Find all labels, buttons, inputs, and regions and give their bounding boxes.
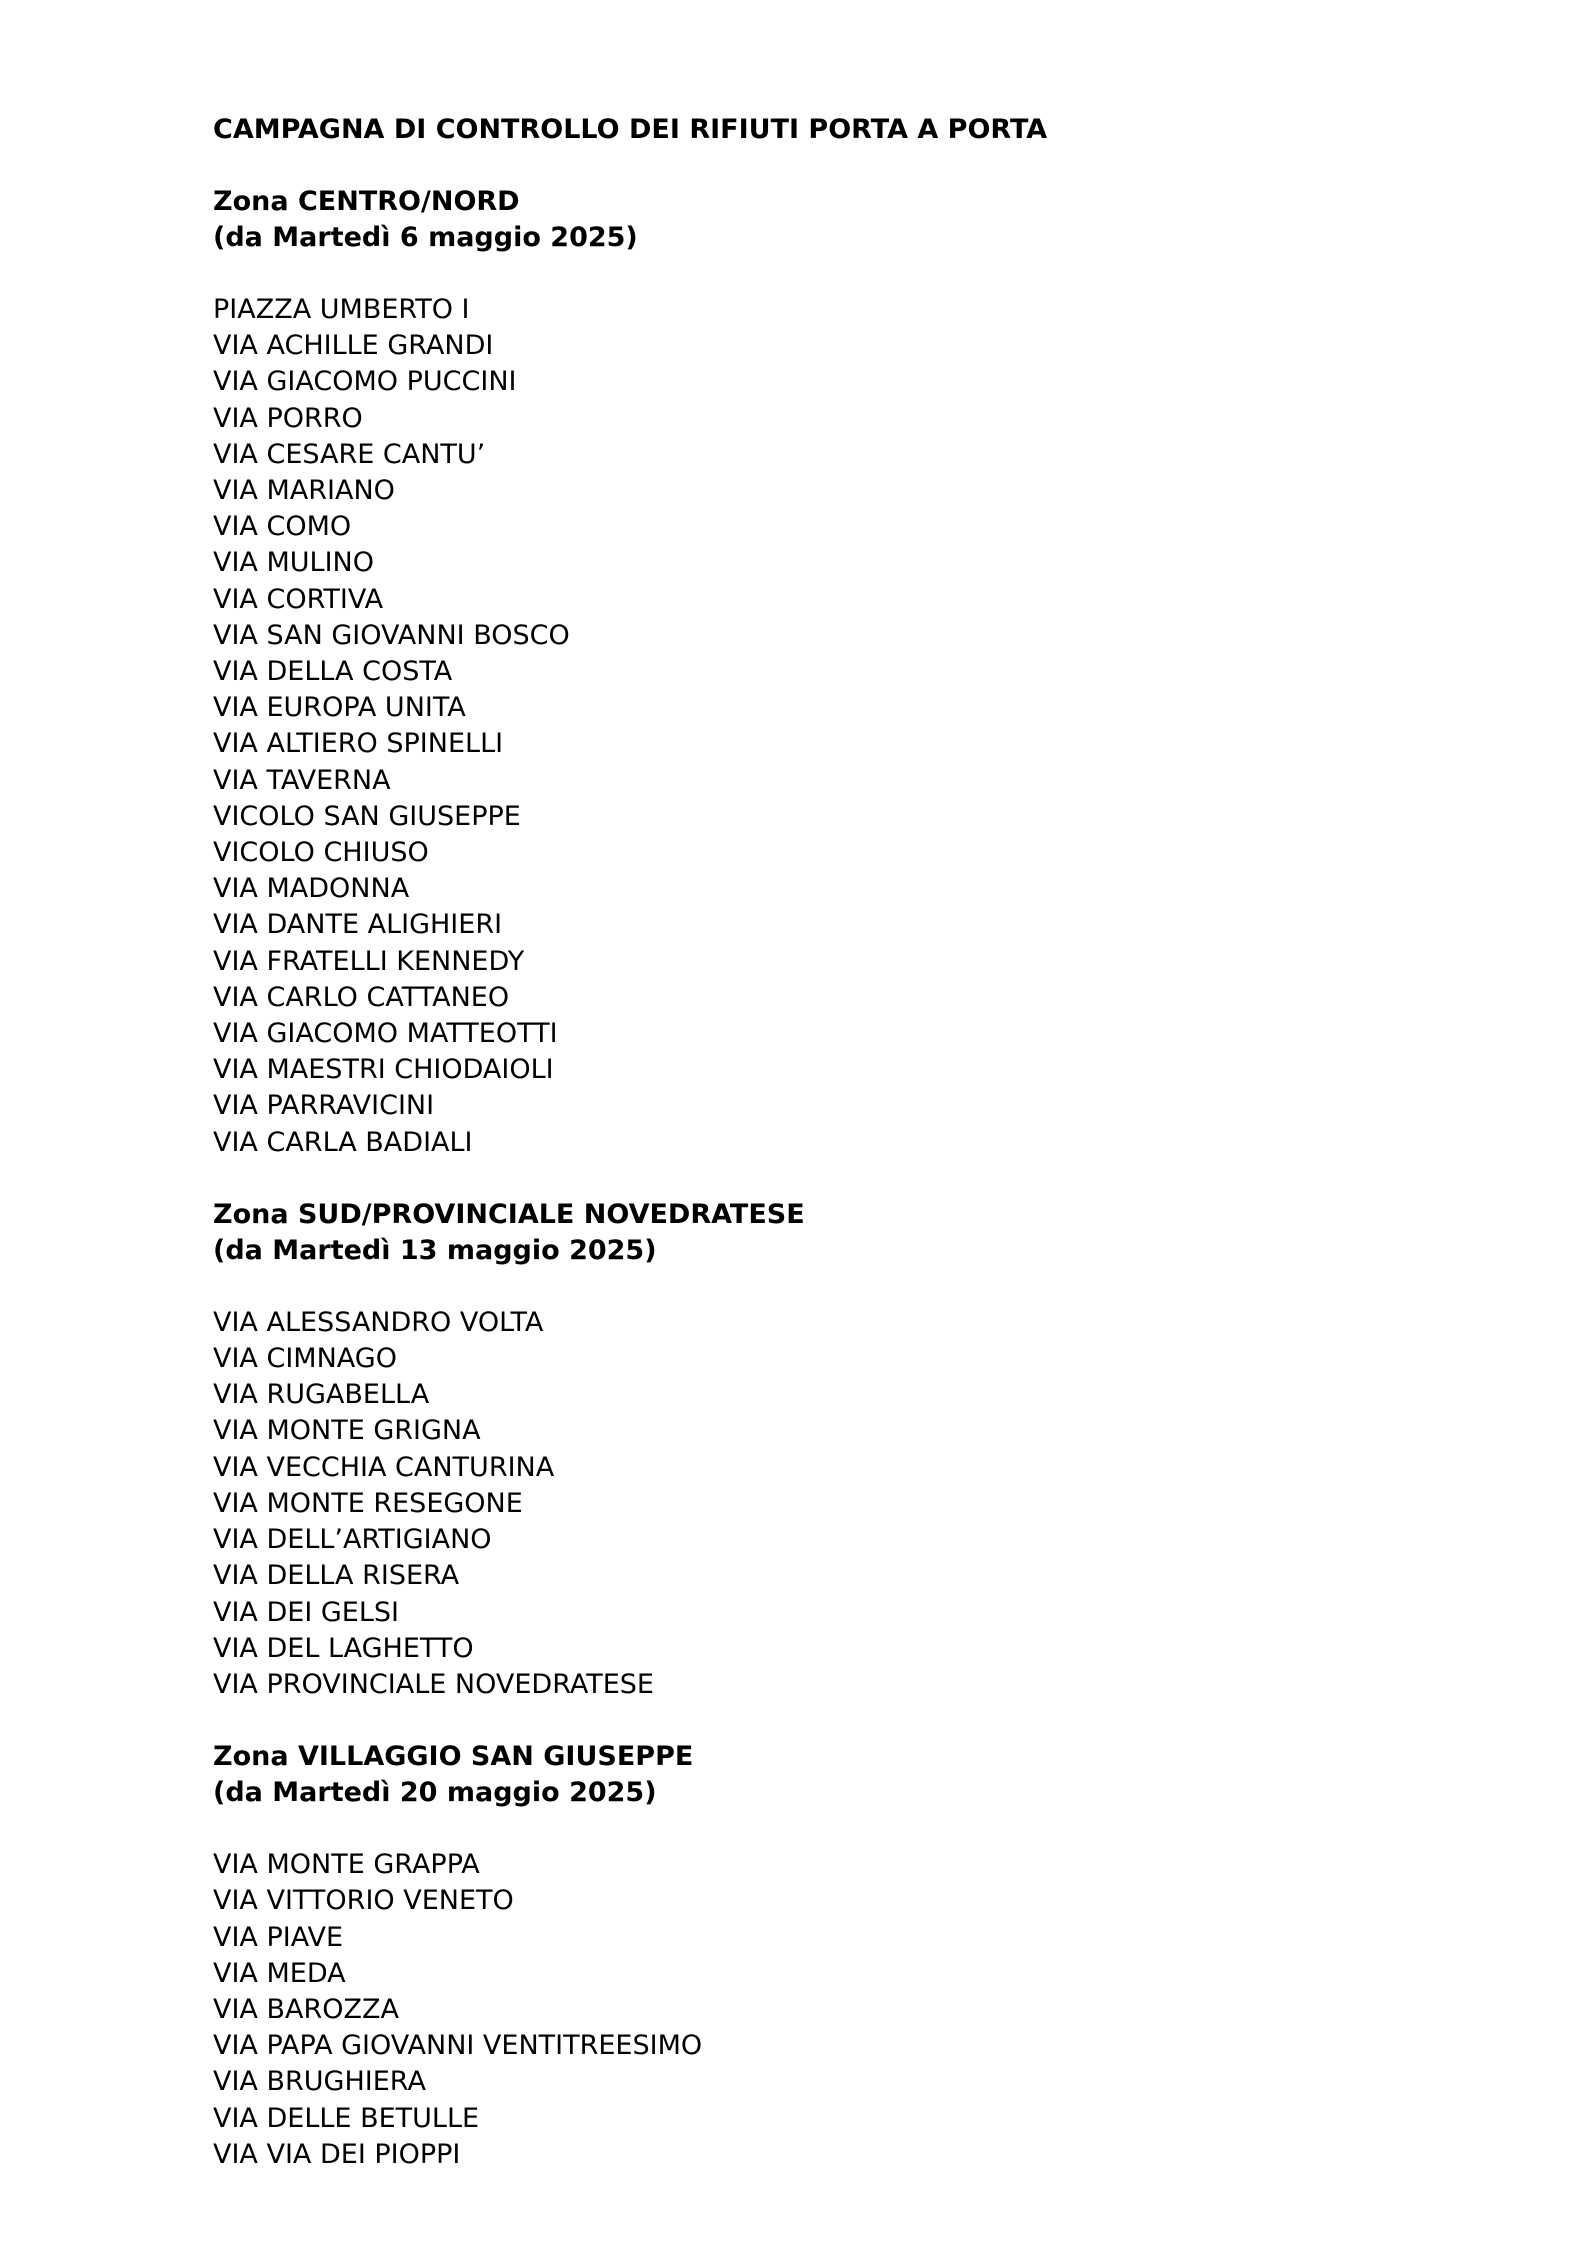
street-item: VIA BRUGHIERA [213, 2066, 426, 2098]
street-item: VIA DANTE ALIGHIERI [213, 909, 503, 941]
street-item: VIA PROVINCIALE NOVEDRATESE [213, 1668, 654, 1700]
zone-heading [213, 184, 1393, 256]
street-item: VIA MADONNA [213, 873, 410, 905]
street-item: VIA SAN GIOVANNI BOSCO [213, 619, 570, 651]
zone-start-date: (da Martedì 20 maggio 2025) [213, 1777, 657, 1809]
street-item: VIA MONTE GRAPPA [213, 1849, 480, 1881]
street-item: VIA ACHILLE GRANDI [213, 330, 494, 362]
street-item: VIA DEL LAGHETTO [213, 1632, 474, 1664]
street-item: VIA VITTORIO VENETO [213, 1885, 514, 1917]
street-item: VIA CIMNAGO [213, 1343, 397, 1375]
street-item: VIA DELLE BETULLE [213, 2102, 480, 2134]
street-item: VIA CARLO CATTANEO [213, 981, 510, 1013]
zone-start-date: (da Martedì 13 maggio 2025) [213, 1234, 657, 1266]
street-item: VIA GIACOMO MATTEOTTI [213, 1018, 558, 1050]
street-item: VIA CORTIVA [213, 583, 384, 615]
street-item: VIA PAPA GIOVANNI VENTITREESIMO [213, 2030, 703, 2062]
street-item: VIA RUGABELLA [213, 1379, 430, 1411]
street-item: VIA COMO [213, 511, 352, 543]
zone-heading [213, 1197, 1393, 1269]
street-item: VIA FRATELLI KENNEDY [213, 945, 525, 977]
street-item: VIA MULINO [213, 547, 374, 579]
street-item: VIA BAROZZA [213, 1993, 399, 2025]
document-content [213, 112, 1393, 2173]
street-item: VIA DEI GELSI [213, 1596, 400, 1628]
street-item: VIA MARIANO [213, 475, 395, 507]
street-item: VIA PORRO [213, 402, 363, 434]
street-item: VIA DELLA RISERA [213, 1560, 460, 1592]
street-item: VICOLO SAN GIUSEPPE [213, 800, 521, 832]
zone-name: Zona SUD/PROVINCIALE NOVEDRATESE [213, 1198, 805, 1230]
street-item: VIA GIACOMO PUCCINI [213, 366, 517, 398]
street-item: VIA MEDA [213, 1957, 346, 1989]
street-item: VIA PARRAVICINI [213, 1090, 435, 1122]
zone-section [213, 1197, 1393, 1703]
street-list [213, 1847, 1393, 2173]
street-item: VIA EUROPA UNITA [213, 692, 466, 724]
street-item: VIA DELLA COSTA [213, 656, 453, 688]
street-item: VIA VIA DEI PIOPPI [213, 2138, 461, 2170]
zone-heading [213, 1739, 1393, 1811]
street-item: VICOLO CHIUSO [213, 837, 429, 869]
street-item: VIA PIAVE [213, 1921, 344, 1953]
street-item: VIA ALESSANDRO VOLTA [213, 1306, 544, 1338]
street-item: VIA MAESTRI CHIODAIOLI [213, 1054, 554, 1086]
zone-section [213, 1739, 1393, 2173]
street-item: VIA MONTE RESEGONE [213, 1487, 523, 1519]
zone-name: Zona CENTRO/NORD [213, 186, 520, 217]
document-title: CAMPAGNA DI CONTROLLO DEI RIFIUTI PORTA A PORTA [213, 114, 1048, 145]
street-item: VIA DELL’ARTIGIANO [213, 1524, 492, 1556]
street-list [213, 1305, 1393, 1703]
street-item: VIA MONTE GRIGNA [213, 1415, 481, 1447]
street-item: VIA CESARE CANTU’ [213, 438, 486, 470]
street-item: VIA CARLA BADIALI [213, 1126, 473, 1158]
street-item: VIA TAVERNA [213, 764, 391, 796]
street-list [213, 292, 1393, 1161]
zones-container [213, 184, 1393, 2173]
zone-start-date: (da Martedì 6 maggio 2025) [213, 222, 638, 253]
zone-section [213, 184, 1393, 1161]
street-item: VIA VECCHIA CANTURINA [213, 1451, 555, 1483]
street-item: VIA ALTIERO SPINELLI [213, 728, 504, 760]
zone-name: Zona VILLAGGIO SAN GIUSEPPE [213, 1741, 694, 1773]
street-item: PIAZZA UMBERTO I [213, 294, 470, 325]
